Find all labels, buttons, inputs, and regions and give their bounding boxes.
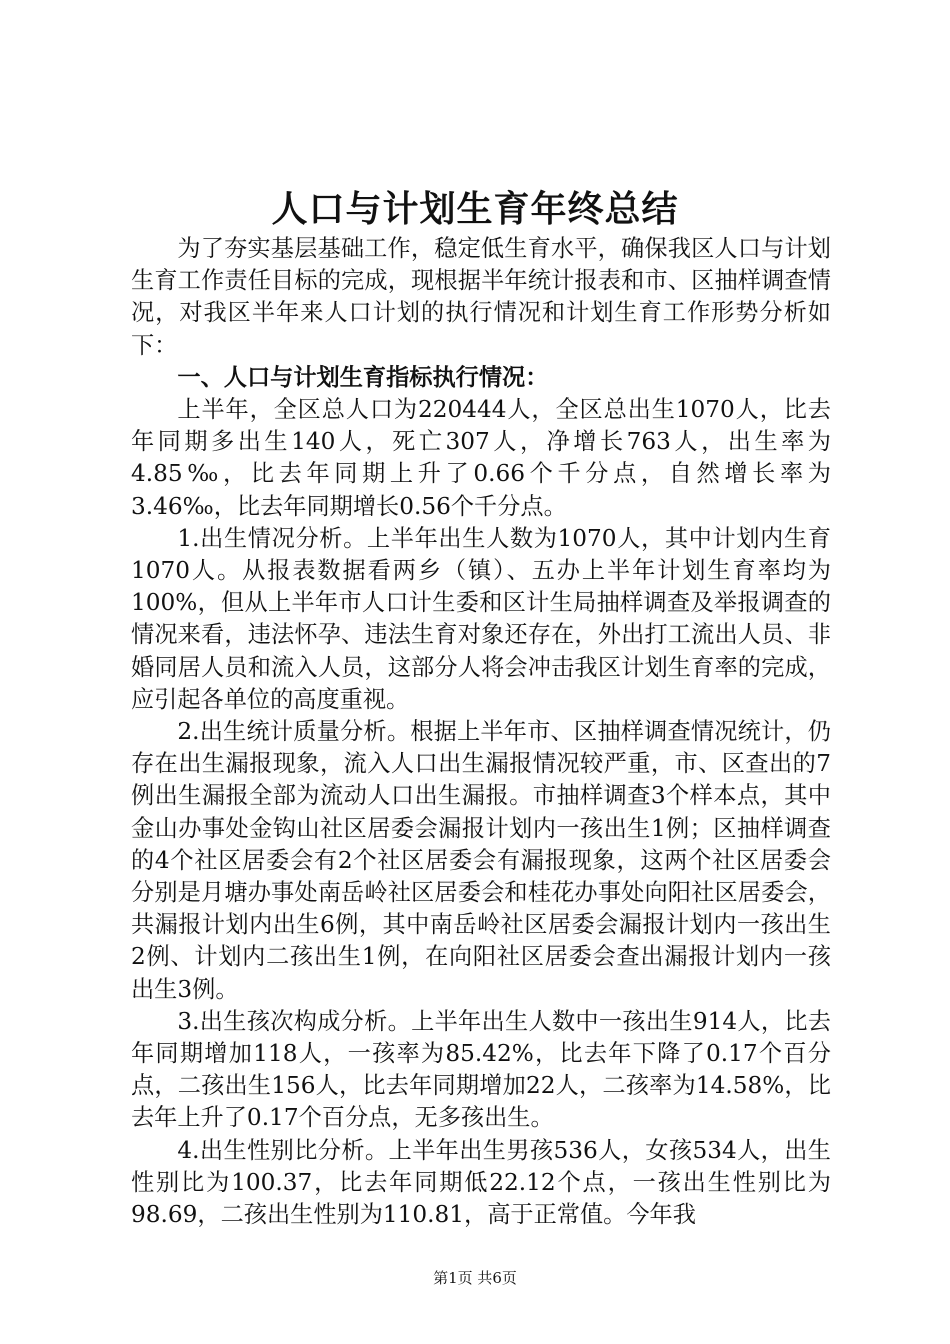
document-body	[131, 233, 831, 1231]
paragraph-sex-ratio: 4.出生性别比分析。上半年出生男孩536人，女孩534人，出生性别比为100.37，比去年同期低22.12个点，一孩出生性别比为98.69，二孩出生性别为110.81，高于正常值。今年我	[131, 1136, 831, 1229]
paragraph-summary: 上半年，全区总人口为220444人，全区总出生1070人，比去年同期多出生140人，死亡307人，净增长763人，出生率为4.85‰，比去年同期上升了0.66个千分点，自然增长率为3.46‰，比去年同期增长0.56个千分点。	[131, 396, 831, 520]
paragraph-birth-order: 3.出生孩次构成分析。上半年出生人数中一孩出生914人，比去年同期增加118人，一孩率为85.42%，比去年下降了0.17个百分点，二孩出生156人，比去年同期增加22人，二孩率为14.58%，比去年上升了0.17个百分点，无多孩出生。	[131, 1007, 831, 1132]
page-footer: 第1页 共6页	[433, 1269, 517, 1287]
section-heading: 一、人口与计划生育指标执行情况：	[177, 363, 549, 391]
document-title: 人口与计划生育年终总结	[271, 188, 679, 230]
paragraph-statistics-quality: 2.出生统计质量分析。根据上半年市、区抽样调查情况统计，仍存在出生漏报现象，流入人口出生漏报情况较严重，市、区查出的7例出生漏报全部为流动人口出生漏报。市抽样调查3个样本点，其中金山办事处金钩山社区居委会漏报计划内一孩出生1例；区抽样调查的4个社区居委会有2个社区居委会有漏报现象，这两个社区居委会分别是月塘办事处南岳岭社区居委会和桂花办事处向阳社区居委会，共漏报计划内出生6例，其中南岳岭社区居委会漏报计划内一孩出生2例、计划内二孩出生1例，在向阳社区居委会查出漏报计划内一孩出生3例。	[131, 718, 831, 1003]
paragraph-birth-analysis: 1.出生情况分析。上半年出生人数为1070人，其中计划内生育1070人。从报表数据看两乡（镇）、五办上半年计划生育率均为100%，但从上半年市人口计生委和区计生局抽样调查及举报调查的情况来看，违法怀孕、违法生育对象还存在，外出打工流出人员、非婚同居人员和流入人员，这部分人将会冲击我区计划生育率的完成，应引起各单位的高度重视。	[131, 524, 831, 713]
paragraph-intro: 为了夯实基层基础工作，稳定低生育水平，确保我区人口与计划生育工作责任目标的完成，现根据半年统计报表和市、区抽样调查情况，对我区半年来人口计划的执行情况和计划生育工作形势分析如下：	[131, 235, 831, 359]
